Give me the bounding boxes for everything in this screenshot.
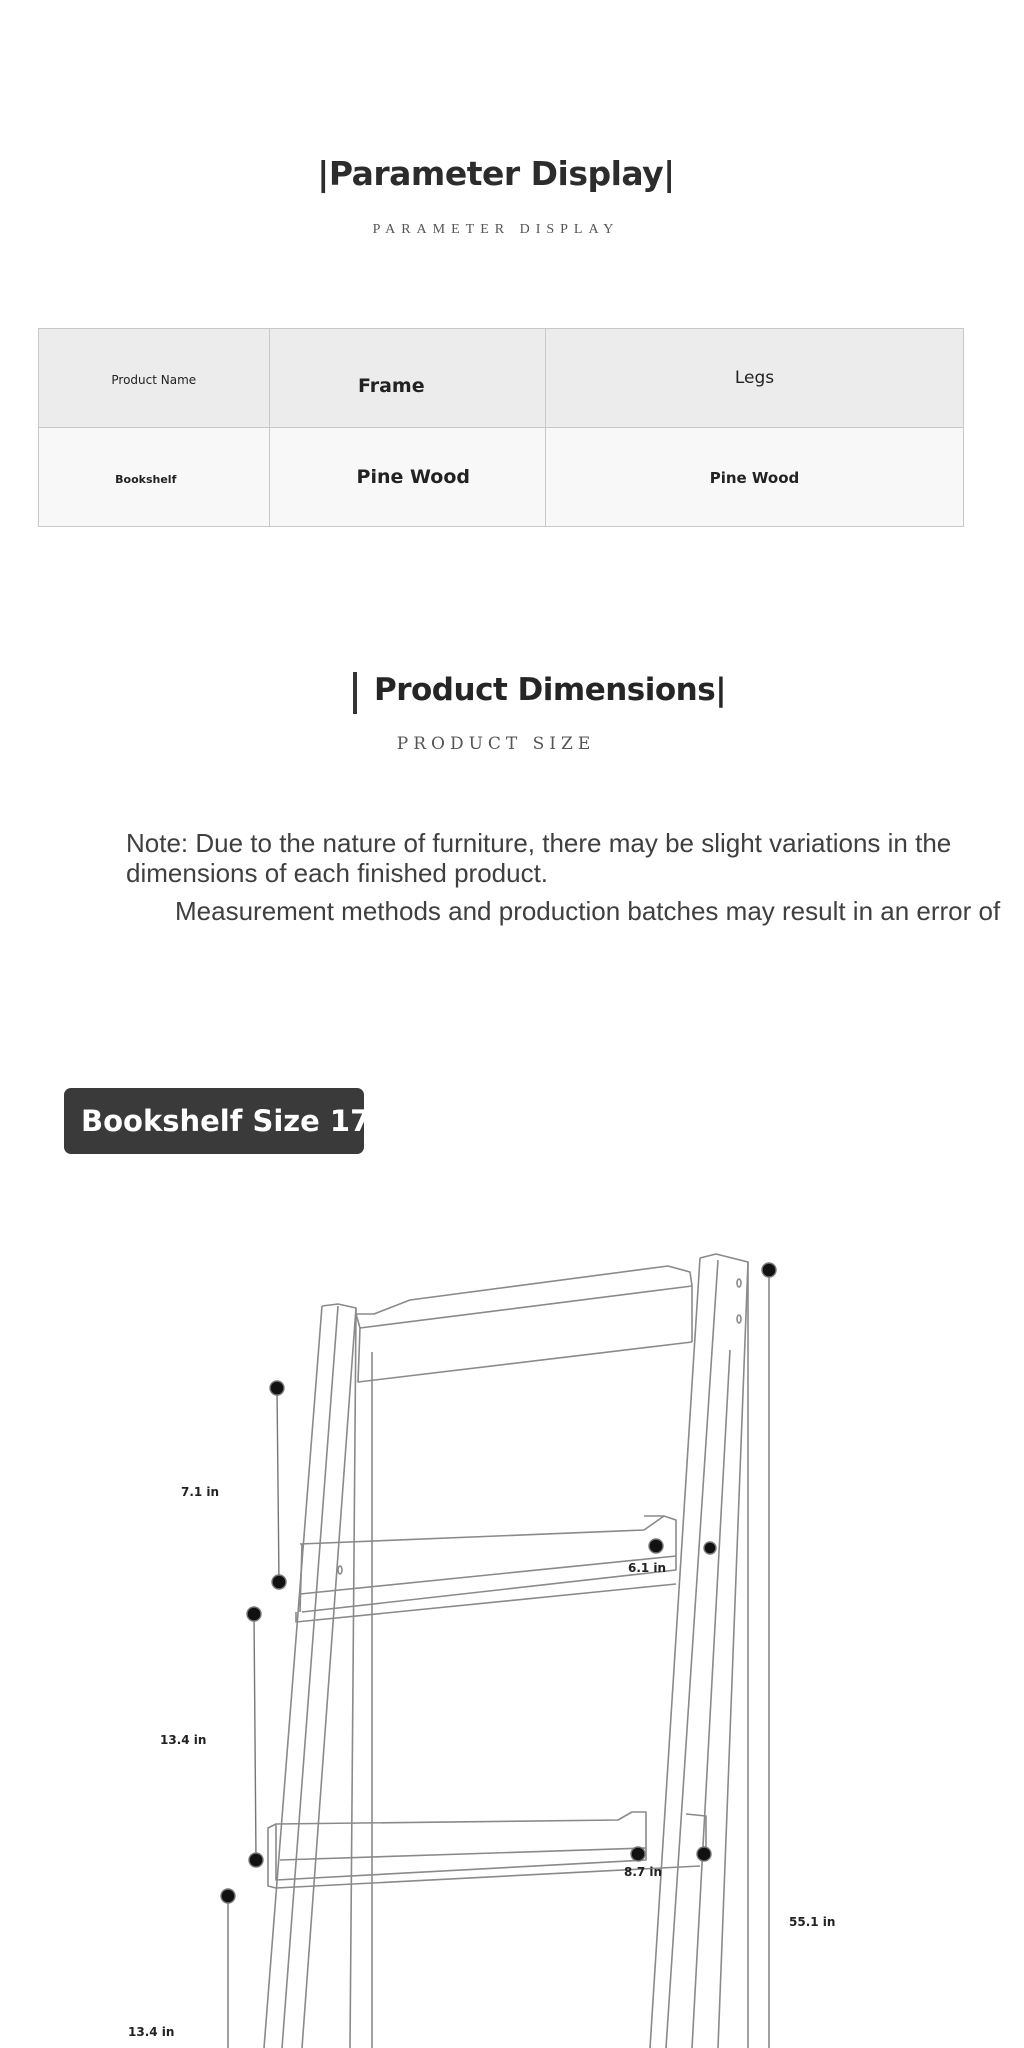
table-cell <box>39 428 270 527</box>
table-row <box>39 428 964 527</box>
dim-label-top-gap: 7.1 in <box>181 1485 220 1499</box>
table-cell <box>269 428 545 527</box>
cell-product-name: Bookshelf <box>115 472 177 486</box>
header-legs: Legs <box>734 368 775 388</box>
dimension-note: Note: Due to the nature of furniture, there may be slight variations in the dimensions of each finished product. <box>126 828 952 888</box>
cell-frame: Pine Wood <box>356 466 470 488</box>
bookshelf-drawing <box>264 1254 748 2048</box>
table-header-cell <box>269 329 545 428</box>
dimensions-subtitle: PRODUCT SIZE <box>396 734 596 754</box>
table-header-cell <box>545 329 963 428</box>
dim-label-lower-gap: 13.4 in <box>128 2025 175 2039</box>
dim-label-middle-gap: 13.4 in <box>160 1733 207 1747</box>
header-product-name: Product Name <box>111 372 197 387</box>
parameter-title: |Parameter Display| <box>317 154 675 193</box>
dimensions-title: Product Dimensions| <box>374 672 727 708</box>
size-label-badge <box>64 1088 443 1154</box>
table-header-row <box>39 329 964 428</box>
header-frame: Frame <box>357 375 425 397</box>
table-cell <box>545 428 963 527</box>
dim-label-total-height: 55.1 in <box>789 1915 836 1929</box>
dimension-note-continued: Measurement methods and production batches may result in an error of <box>175 896 1001 926</box>
parameter-table <box>38 328 964 527</box>
cell-legs: Pine Wood <box>709 468 800 487</box>
bookshelf-diagram <box>0 1200 1024 2048</box>
table-header-cell <box>39 329 270 428</box>
parameter-subtitle: PARAMETER DISPLAY <box>372 222 620 237</box>
dim-label-shelf-depth-top: 6.1 in <box>628 1561 667 1575</box>
dim-label-shelf-depth-mid: 8.7 in <box>624 1865 663 1879</box>
title-accent-bar <box>353 672 357 714</box>
size-label-text: Bookshelf Size 17.3 in <box>81 1104 443 1138</box>
